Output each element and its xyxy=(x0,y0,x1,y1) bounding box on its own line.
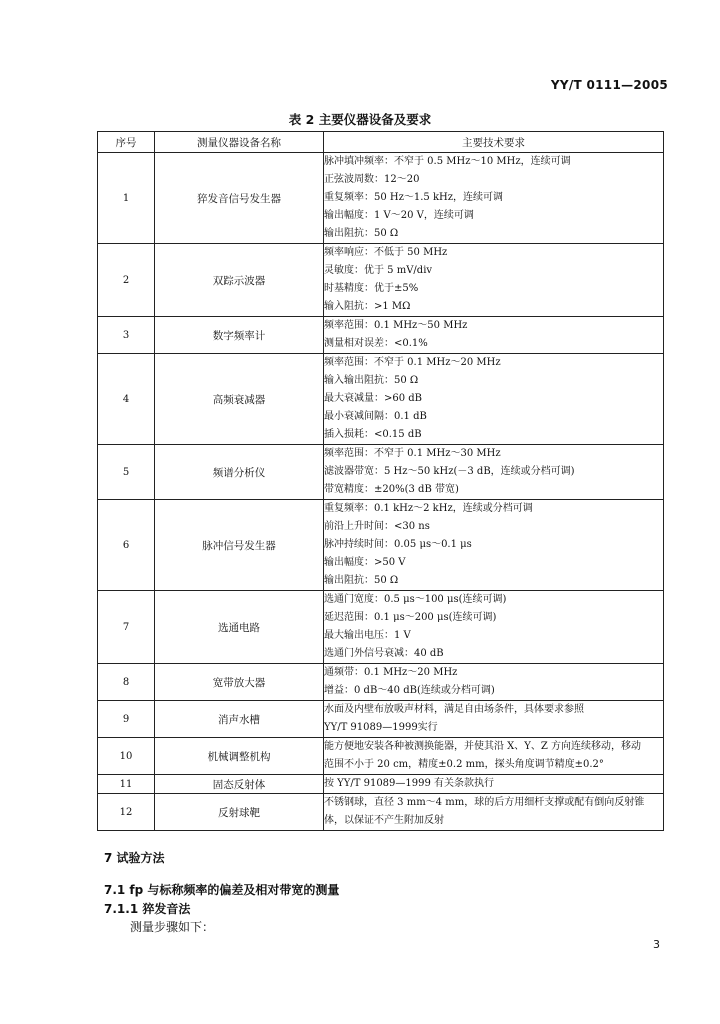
header-name: 测量仪器设备名称 xyxy=(155,132,324,153)
instrument-name: 脉冲信号发生器 xyxy=(155,500,324,591)
technical-requirements xyxy=(324,153,664,244)
requirement-line: 输出阻抗：50 Ω xyxy=(324,228,399,239)
requirement-line: 通频带：0.1 MHz～20 MHz xyxy=(324,667,458,678)
requirement-line: 最大输出电压：1 V xyxy=(324,630,411,641)
page-number: 3 xyxy=(653,938,660,951)
requirement-line: 按 YY/T 91089—1999 有关条款执行 xyxy=(324,778,495,789)
table-row xyxy=(98,153,664,244)
technical-requirements xyxy=(324,500,664,591)
requirement-line: 滤波器带宽：5 Hz～50 kHz(－3 dB，连续或分档可调) xyxy=(324,466,575,477)
technical-requirements xyxy=(324,244,664,317)
requirement-line: 输出幅度：>50 V xyxy=(324,557,406,568)
requirement-line: 能方便地安装各种被测换能器，并使其沿 X、Y、Z 方向连续移动，移动 xyxy=(324,741,642,752)
requirement-line: 插入损耗：<0.15 dB xyxy=(324,429,422,440)
requirement-line: 测量相对误差：<0.1% xyxy=(324,338,428,349)
instrument-name: 消声水槽 xyxy=(155,701,324,738)
requirement-line: 频率范围：不窄于 0.1 MHz～30 MHz xyxy=(324,448,501,459)
requirement-line: 增益：0 dB～40 dB(连续或分档可调) xyxy=(324,685,495,696)
requirement-line: 灵敏度：优于 5 mV/div xyxy=(324,265,433,276)
row-number: 9 xyxy=(98,701,155,738)
instrument-name: 宽带放大器 xyxy=(155,664,324,701)
table-title: 表 2 主要仪器设备及要求 xyxy=(288,112,432,127)
requirement-line: 频率范围：0.1 MHz～50 MHz xyxy=(324,320,468,331)
requirement-line: 脉冲持续时间：0.05 μs～0.1 μs xyxy=(324,539,472,550)
requirement-line: 最大衰减量：>60 dB xyxy=(324,393,423,404)
requirement-line: 选通门外信号衰减：40 dB xyxy=(324,648,444,659)
requirement-line: 正弦波周数：12～20 xyxy=(324,174,420,185)
row-number: 5 xyxy=(98,445,155,500)
requirement-line: 时基精度：优于±5% xyxy=(324,283,419,294)
requirement-line: 延迟范围：0.1 μs～200 μs(连续可调) xyxy=(324,612,497,623)
requirement-line: 重复频率：0.1 kHz～2 kHz，连续或分档可调 xyxy=(324,503,533,514)
table-row xyxy=(98,591,664,664)
requirement-line: 最小衰减间隔：0.1 dB xyxy=(324,411,427,422)
body-text: 测量步骤如下： xyxy=(130,920,215,934)
requirements-table xyxy=(97,131,664,831)
technical-requirements xyxy=(324,794,664,831)
requirement-line: 水面及内壁布放吸声材料，满足自由场条件，具体要求参照 xyxy=(324,704,584,715)
technical-requirements xyxy=(324,664,664,701)
table-row xyxy=(98,500,664,591)
instrument-name: 高频衰减器 xyxy=(155,354,324,445)
requirement-line: 重复频率：50 Hz～1.5 kHz，连续可调 xyxy=(324,192,504,203)
row-number: 3 xyxy=(98,317,155,354)
row-number: 10 xyxy=(98,738,155,775)
technical-requirements xyxy=(324,591,664,664)
instrument-name: 反射球靶 xyxy=(155,794,324,831)
row-number: 11 xyxy=(98,775,155,794)
section-7-1-1-heading: 7.1.1 猝发音法 xyxy=(104,902,191,916)
requirement-line: 体，以保证不产生附加反射 xyxy=(324,815,444,826)
technical-requirements xyxy=(324,775,664,794)
standard-code: YY/T 0111—2005 xyxy=(550,78,668,92)
table-row xyxy=(98,354,664,445)
instrument-name: 固态反射体 xyxy=(155,775,324,794)
row-number: 6 xyxy=(98,500,155,591)
table-row xyxy=(98,738,664,775)
row-number: 12 xyxy=(98,794,155,831)
requirement-line: 脉冲填冲频率：不窄于 0.5 MHz～10 MHz，连续可调 xyxy=(324,156,571,167)
requirement-line: 选通门宽度：0.5 μs～100 μs(连续可调) xyxy=(324,594,507,605)
header-requirements: 主要技术要求 xyxy=(324,132,664,153)
row-number: 4 xyxy=(98,354,155,445)
requirement-line: 输出幅度：1 V～20 V，连续可调 xyxy=(324,210,474,221)
requirement-line: 不锈钢球，直径 3 mm～4 mm，球的后方用细杆支撑或配有倒向反射锥 xyxy=(324,797,645,808)
instrument-name: 选通电路 xyxy=(155,591,324,664)
section-7-1-heading: 7.1 fp 与标称频率的偏差及相对带宽的测量 xyxy=(104,883,340,897)
instrument-name: 机械调整机构 xyxy=(155,738,324,775)
requirement-line: 频率响应：不低于 50 MHz xyxy=(324,247,448,258)
requirement-line: 范围不小于 20 cm，精度±0.2 mm，探头角度调节精度±0.2° xyxy=(324,759,604,770)
technical-requirements xyxy=(324,317,664,354)
instrument-name: 频谱分析仪 xyxy=(155,445,324,500)
table-row xyxy=(98,317,664,354)
requirement-line: 输入输出阻抗：50 Ω xyxy=(324,375,419,386)
table-row xyxy=(98,664,664,701)
row-number: 2 xyxy=(98,244,155,317)
requirement-line: 前沿上升时间：<30 ns xyxy=(324,521,430,532)
row-number: 1 xyxy=(98,153,155,244)
table-row xyxy=(98,701,664,738)
instrument-name: 数字频率计 xyxy=(155,317,324,354)
technical-requirements xyxy=(324,354,664,445)
requirement-line: 输入阻抗：>1 MΩ xyxy=(324,301,411,312)
instrument-name: 猝发音信号发生器 xyxy=(155,153,324,244)
instrument-name: 双踪示波器 xyxy=(155,244,324,317)
row-number: 8 xyxy=(98,664,155,701)
row-number: 7 xyxy=(98,591,155,664)
table-row xyxy=(98,794,664,831)
technical-requirements xyxy=(324,738,664,775)
requirement-line: 输出阻抗：50 Ω xyxy=(324,575,399,586)
table-row xyxy=(98,775,664,794)
technical-requirements xyxy=(324,445,664,500)
table-header-row xyxy=(98,132,664,153)
table-row xyxy=(98,244,664,317)
table-row xyxy=(98,445,664,500)
header-no: 序号 xyxy=(98,132,155,153)
requirement-line: 带宽精度：±20%(3 dB 带宽) xyxy=(324,484,459,495)
section-7-heading: 7 试验方法 xyxy=(104,851,165,865)
requirement-line: 频率范围：不窄于 0.1 MHz～20 MHz xyxy=(324,357,501,368)
requirement-line: YY/T 91089—1999实行 xyxy=(324,722,438,733)
technical-requirements xyxy=(324,701,664,738)
